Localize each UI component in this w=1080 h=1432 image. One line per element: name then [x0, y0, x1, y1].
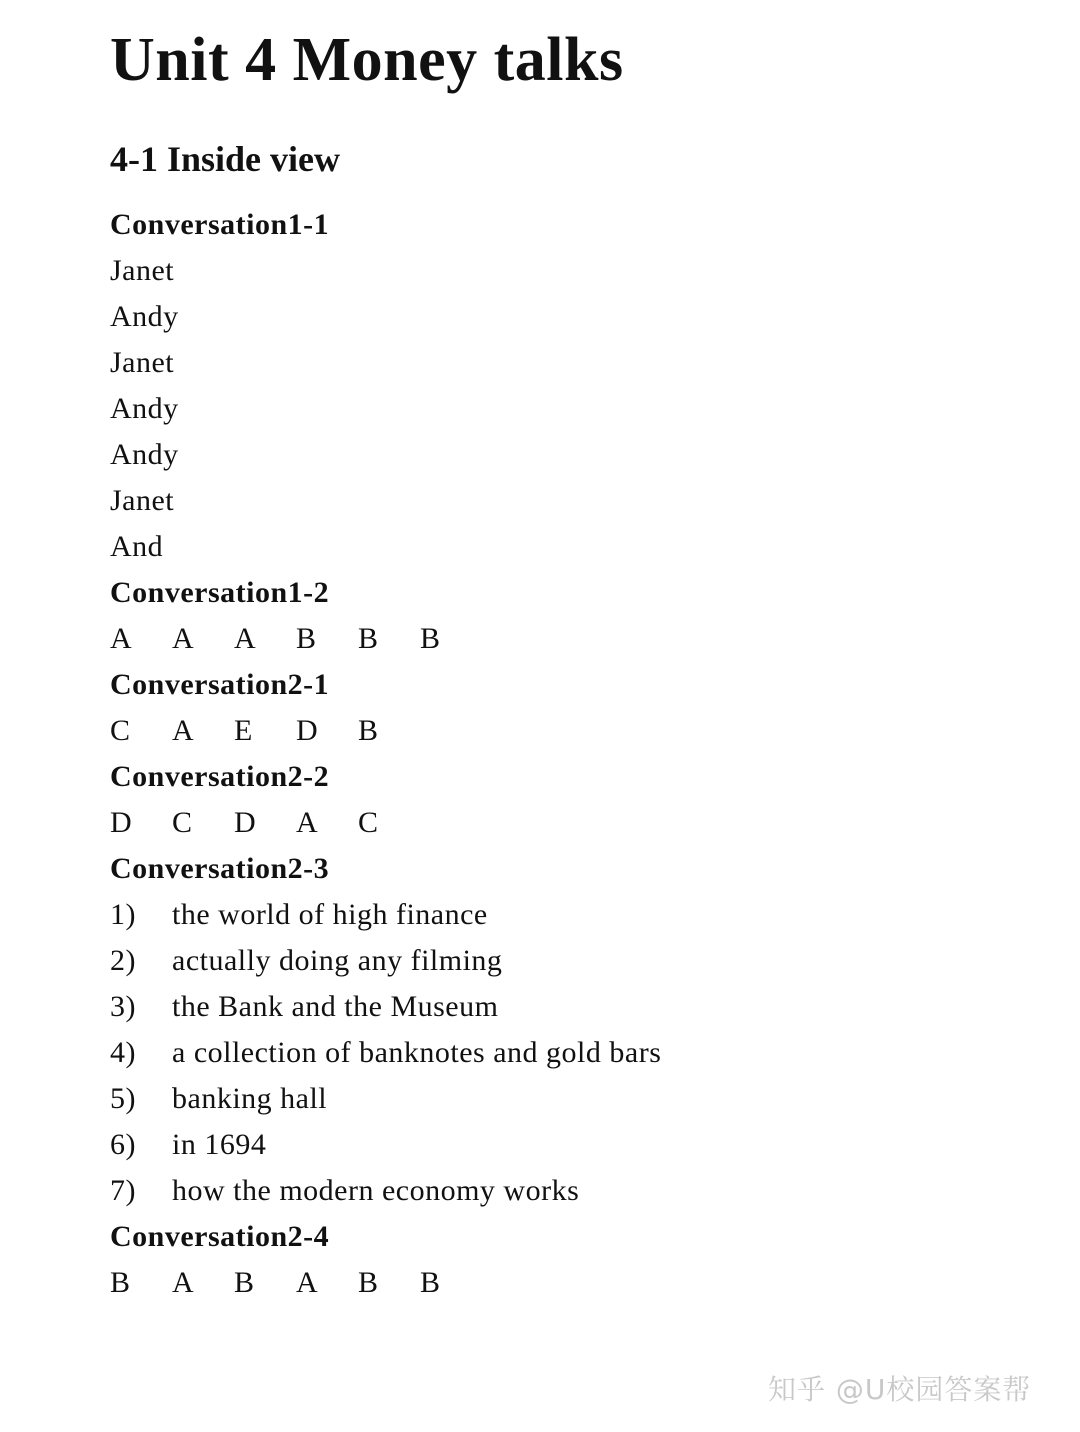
numbered-answer: [110, 1076, 1010, 1122]
choice-answer: A: [110, 622, 132, 655]
choice-answer: B: [420, 1266, 441, 1299]
choice-answer: A: [172, 714, 194, 747]
answer-text: the world of high finance: [172, 898, 488, 931]
conversation-heading: Conversation1-2: [110, 576, 330, 609]
numbered-answer: [110, 1122, 1010, 1168]
answer-number: 4): [110, 1036, 136, 1069]
conversation-2-1: [110, 662, 1010, 754]
answer-text: actually doing any filming: [172, 944, 503, 977]
choice-answer: D: [110, 806, 132, 839]
answer-document: [110, 22, 1010, 1306]
choice-answer: B: [234, 1266, 255, 1299]
answer-text: a collection of banknotes and gold bars: [172, 1036, 662, 1069]
conversation-2-2: [110, 754, 1010, 846]
section-subtitle: 4-1 Inside view: [110, 139, 341, 179]
watermark: 知乎 @U校园答案帮: [768, 1373, 1032, 1406]
answer-text: the Bank and the Museum: [172, 990, 499, 1023]
answer-line: Andy: [110, 300, 179, 333]
numbered-answer: [110, 938, 1010, 984]
answer-number: 2): [110, 944, 136, 977]
answer-line: Janet: [110, 484, 175, 517]
conversation-heading: Conversation2-4: [110, 1220, 330, 1253]
choice-answer: B: [358, 714, 379, 747]
choice-answer: D: [296, 714, 318, 747]
answer-line: Andy: [110, 438, 179, 471]
choice-answer: C: [110, 714, 131, 747]
choice-row: [110, 708, 1010, 754]
numbered-answer: [110, 1168, 1010, 1214]
choice-answer: B: [110, 1266, 131, 1299]
numbered-answer: [110, 892, 1010, 938]
answer-number: 7): [110, 1174, 136, 1207]
conversation-1-1: [110, 202, 1010, 570]
conversation-2-3: [110, 846, 1010, 1214]
choice-answer: C: [358, 806, 379, 839]
choice-answer: A: [234, 622, 256, 655]
answer-text: how the modern economy works: [172, 1174, 580, 1207]
conversation-1-2: [110, 570, 1010, 662]
choice-answer: E: [234, 714, 253, 747]
choice-answer: C: [172, 806, 193, 839]
answer-text: banking hall: [172, 1082, 328, 1115]
page-title: Unit 4 Money talks: [110, 26, 624, 94]
answer-line: Janet: [110, 346, 175, 379]
choice-answer: A: [172, 1266, 194, 1299]
answer-line: And: [110, 530, 164, 563]
conversation-heading: Conversation1-1: [110, 208, 330, 241]
conversation-heading: Conversation2-2: [110, 760, 330, 793]
choice-row: [110, 800, 1010, 846]
conversation-heading: Conversation2-3: [110, 852, 330, 885]
choice-answer: B: [296, 622, 317, 655]
choice-row: [110, 616, 1010, 662]
choice-answer: B: [358, 1266, 379, 1299]
answer-number: 1): [110, 898, 136, 931]
answer-text: in 1694: [172, 1128, 267, 1161]
choice-answer: A: [172, 622, 194, 655]
conversation-2-4: [110, 1214, 1010, 1306]
choice-row: [110, 1260, 1010, 1306]
choice-answer: B: [420, 622, 441, 655]
answer-number: 5): [110, 1082, 136, 1115]
conversation-heading: Conversation2-1: [110, 668, 330, 701]
answer-line: Janet: [110, 254, 175, 287]
choice-answer: A: [296, 806, 318, 839]
numbered-answer: [110, 1030, 1010, 1076]
answer-number: 3): [110, 990, 136, 1023]
numbered-answer: [110, 984, 1010, 1030]
choice-answer: A: [296, 1266, 318, 1299]
answer-line: Andy: [110, 392, 179, 425]
choice-answer: D: [234, 806, 256, 839]
choice-answer: B: [358, 622, 379, 655]
answer-number: 6): [110, 1128, 136, 1161]
